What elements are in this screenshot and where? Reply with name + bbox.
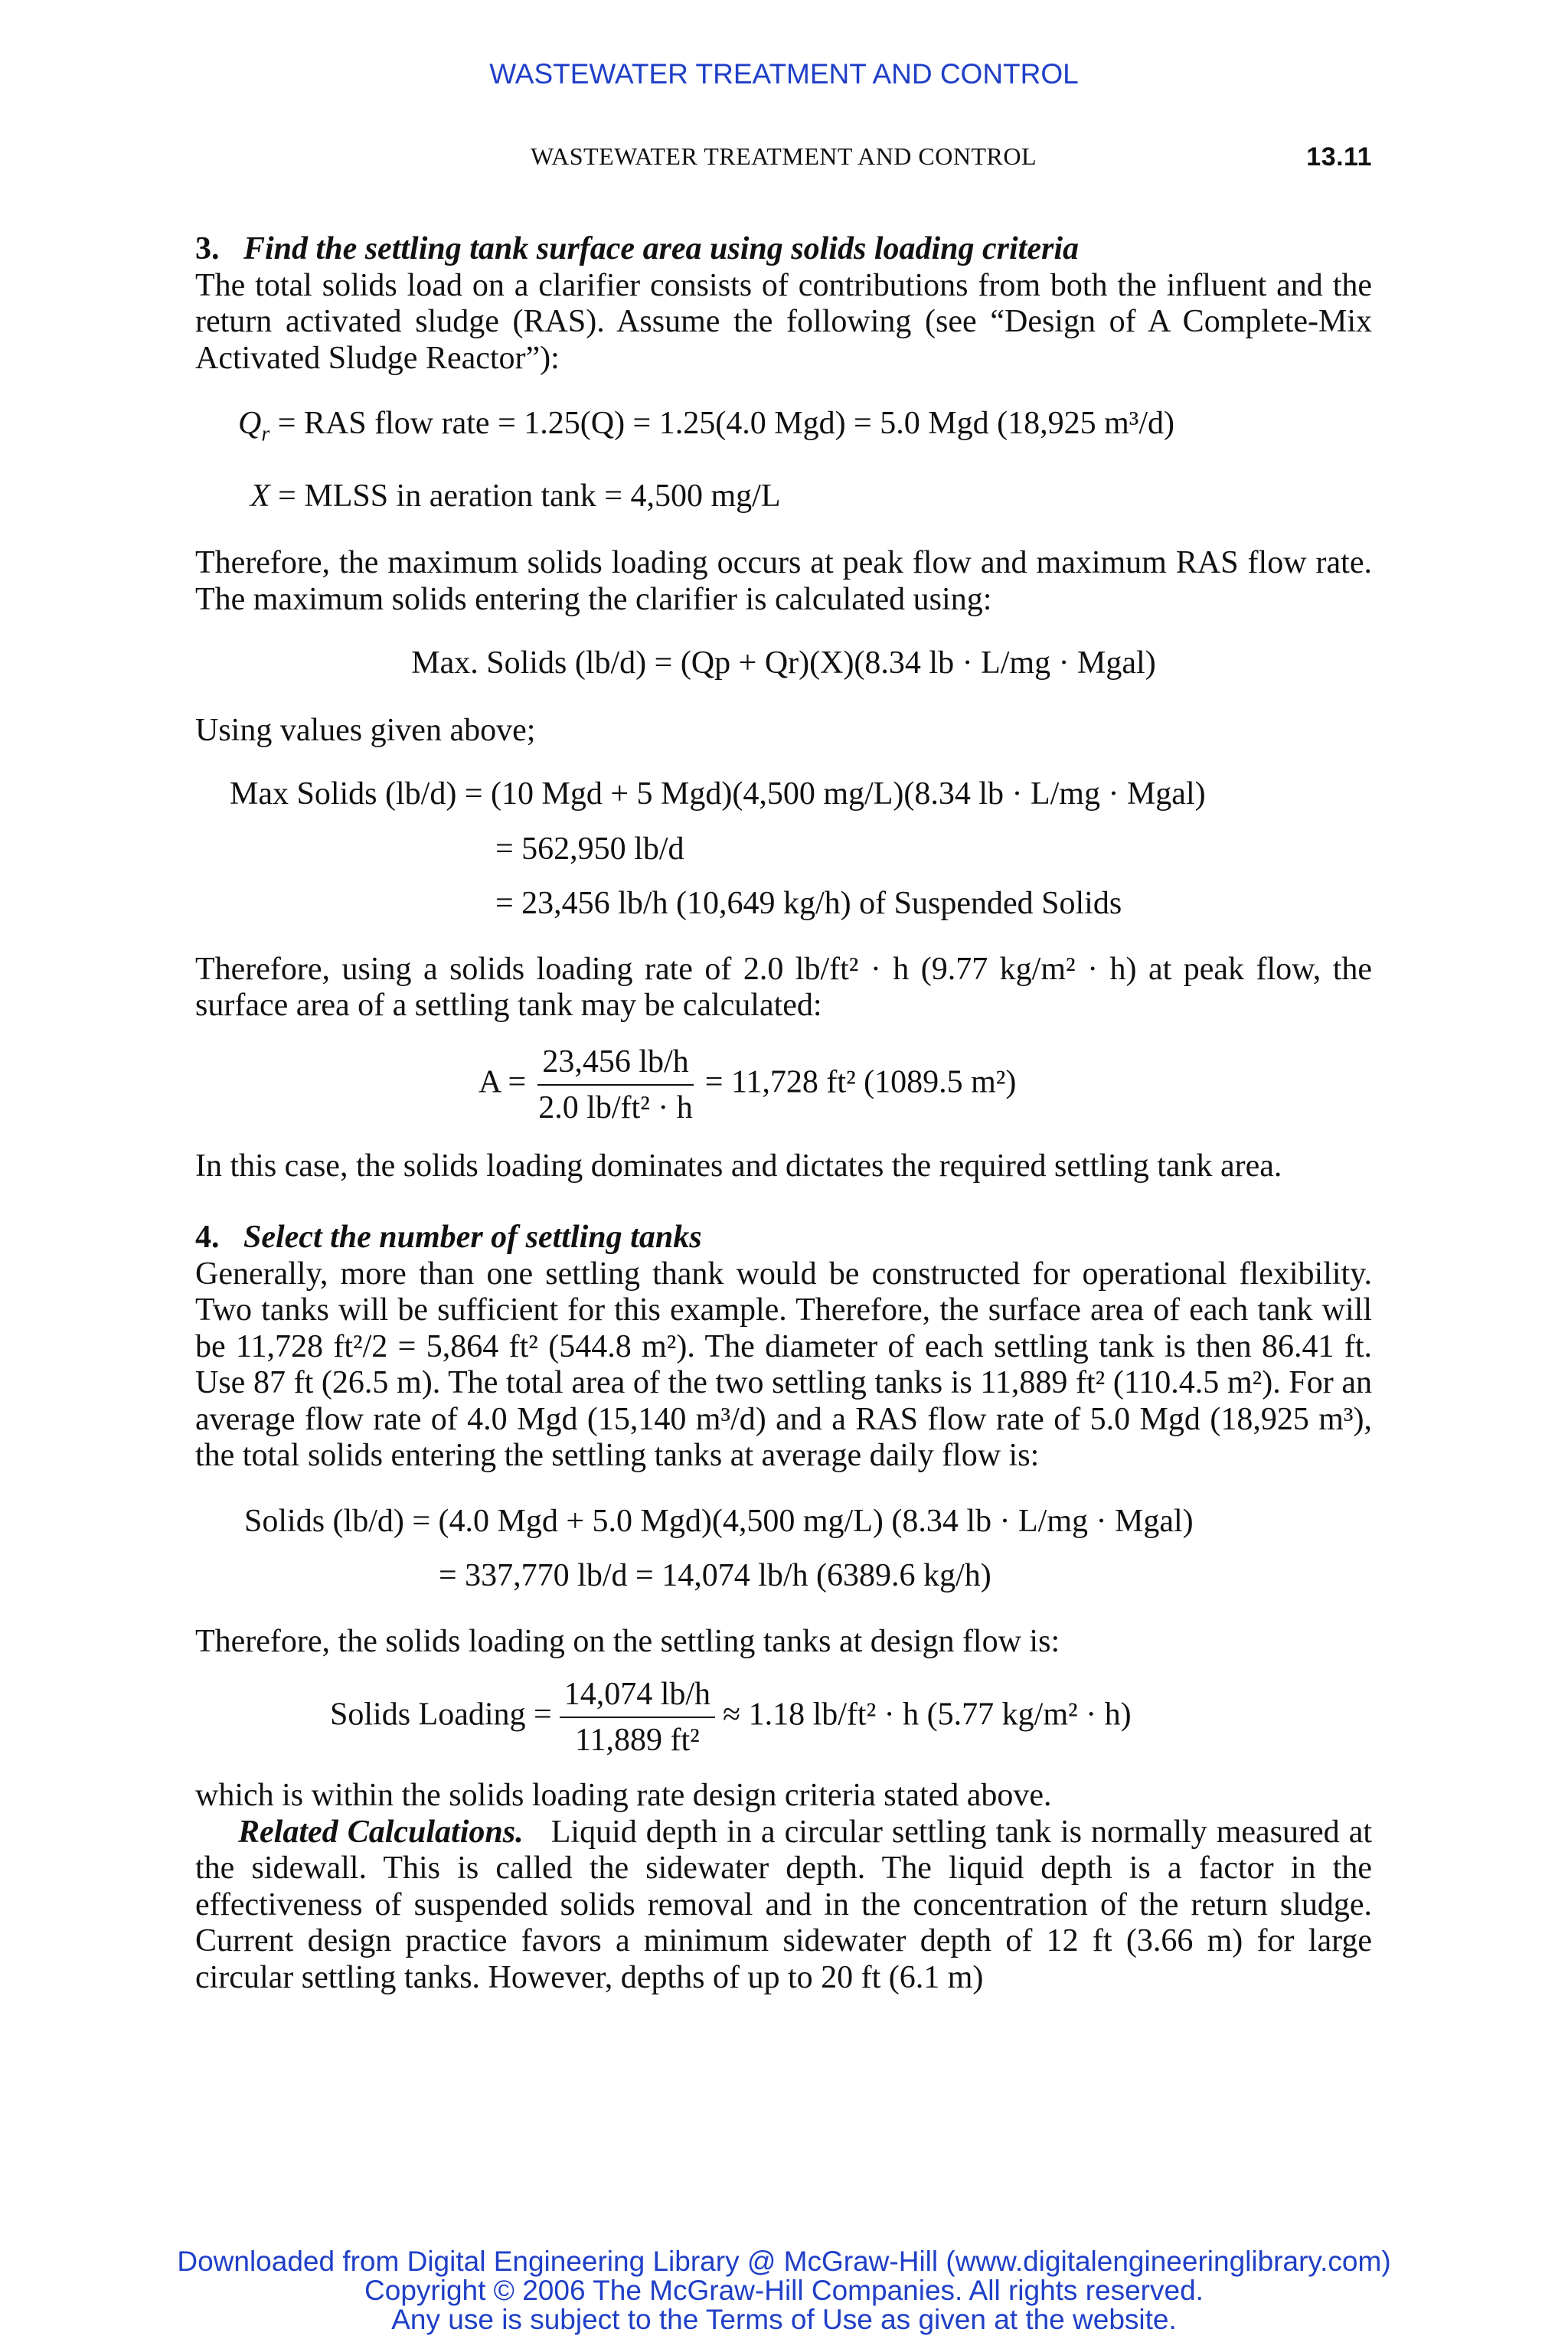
using-values-text: Using values given above; <box>195 712 536 748</box>
x-definition: = MLSS in aeration tank = 4,500 mg/L <box>278 478 781 514</box>
loading-rhs: ≈ 1.18 lb/ft² · h (5.77 kg/m² · h) <box>723 1697 1132 1733</box>
max-loading-paragraph: Therefore, the maximum solids loading occurs at peak flow and maximum RAS flow rate. The maximum solids entering the clarifier is calculated using: <box>195 545 1372 617</box>
max-solids-calc-line-3: = 23,456 lb/h (10,649 kg/h) of Suspended Solids <box>495 886 1122 922</box>
loading-denominator: 11,889 ft² <box>575 1723 700 1759</box>
running-head <box>195 142 1372 176</box>
loading-lhs: Solids Loading = <box>330 1697 552 1733</box>
footer <box>0 2247 1568 2334</box>
related-calculations-label: Related Calculations. <box>238 1814 524 1850</box>
running-head-title: WASTEWATER TREATMENT AND CONTROL <box>530 142 1037 170</box>
step-4-number: 4. <box>195 1220 220 1256</box>
max-solids-formula: Max. Solids (lb/d) = (Qp + Qr)(X)(8.34 lb · L/mg · Mgal) <box>411 645 1156 681</box>
within-criteria-paragraph: which is within the solids loading rate design criteria stated above. <box>195 1778 1052 1814</box>
related-calculations-text: Liquid depth in a circular settling tank is normally measured at the sidewall. This is called the sidewater depth. The liquid depth is a factor in the effectiveness of suspended solids removal and in the concentration of the return sludge. Current design practice favors a minimum sidewater depth of 12 ft (3.66 m) for large circular settling tanks. However, depths of up to 20 ft (6.1 m) <box>195 1814 1373 1995</box>
area-equation <box>195 1044 1372 1125</box>
footer-download-link[interactable]: Downloaded from Digital Engineering Library @ McGraw-Hill (www.digitalengineeringlibrary.com) <box>177 2246 1391 2277</box>
equation-qr <box>195 406 1372 452</box>
footer-copyright[interactable]: Copyright © 2006 The McGraw-Hill Companies. All rights reserved. <box>364 2275 1204 2306</box>
qr-definition: = RAS flow rate = 1.25(Q) = 1.25(4.0 Mgd) = 5.0 Mgd (18,925 m³/d) <box>277 406 1174 441</box>
step-4-heading <box>195 1220 1372 1256</box>
footer-terms[interactable]: Any use is subject to the Terms of Use as given at the website. <box>391 2304 1177 2335</box>
solids-dominates-paragraph: In this case, the solids loading dominates and dictates the required settling tank area. <box>195 1148 1282 1184</box>
area-numerator: 23,456 lb/h <box>537 1044 693 1086</box>
design-flow-paragraph: Therefore, the solids loading on the settling tanks at design flow is: <box>195 1623 1060 1659</box>
area-lhs: A = <box>479 1064 527 1100</box>
loading-fraction <box>560 1677 715 1758</box>
step-4-title: Select the number of settling tanks <box>243 1220 702 1256</box>
solids-calc-line-1: Solids (lb/d) = (4.0 Mgd + 5.0 Mgd)(4,500 mg/L) (8.34 lb · L/mg · Mgal) <box>244 1503 1194 1539</box>
step-3-title: Find the settling tank surface area using solids loading criteria <box>243 231 1079 266</box>
area-rhs: = 11,728 ft² (1089.5 m²) <box>704 1064 1017 1100</box>
max-solids-calc-line-1: Max Solids (lb/d) = (10 Mgd + 5 Mgd)(4,500 mg/L)(8.34 lb · L/mg · Mgal) <box>230 776 1206 812</box>
step-4-paragraph: Generally, more than one settling thank would be constructed for operational flexibility. Two tanks will be sufficient for this example. Therefore, the surface area of each tank will be 11,728 ft²/2 = 5,864 ft² (544.8 m²). The diameter of each settling tank is then 86.41 ft. Use 87 ft (26.5 m). The total area of the two settling tanks is 11,889 ft² (110.4.5 m²). For an average flow rate of 4.0 Mgd (15,140 m³/d) and a RAS flow rate of 5.0 Mgd (18,925 m³), the total solids entering the settling tanks at average daily flow is: <box>195 1256 1372 1474</box>
max-solids-calc-line-2: = 562,950 lb/d <box>495 831 684 867</box>
page-number: 13.11 <box>1306 142 1372 172</box>
solids-calc-line-2: = 337,770 lb/d = 14,074 lb/h (6389.6 kg/h) <box>439 1558 991 1594</box>
x-symbol: X <box>250 478 270 514</box>
solids-loading-equation <box>195 1677 1372 1758</box>
related-calculations-paragraph <box>195 1815 1372 1997</box>
loading-rate-paragraph: Therefore, using a solids loading rate of 2.0 lb/ft² · h (9.77 kg/m² · h) at peak flow, the surface area of a settling tank may be calculated: <box>195 951 1372 1024</box>
equation-x <box>195 479 1372 515</box>
page-body <box>195 231 1372 1996</box>
top-header-link[interactable]: WASTEWATER TREATMENT AND CONTROL <box>489 58 1079 90</box>
step-3-intro: The total solids load on a clarifier consists of contributions from both the influent and the return activated sludge (RAS). Assume the following (see “Design of A Complete-Mix Activated Sludge Reactor”): <box>195 267 1372 376</box>
area-fraction <box>534 1044 697 1125</box>
area-denominator: 2.0 lb/ft² · h <box>538 1089 693 1125</box>
qr-symbol: Q <box>238 406 262 441</box>
loading-numerator: 14,074 lb/h <box>560 1677 715 1718</box>
step-3-heading <box>195 231 1372 268</box>
qr-subscript: r <box>261 422 270 446</box>
step-3-number: 3. <box>195 231 220 266</box>
